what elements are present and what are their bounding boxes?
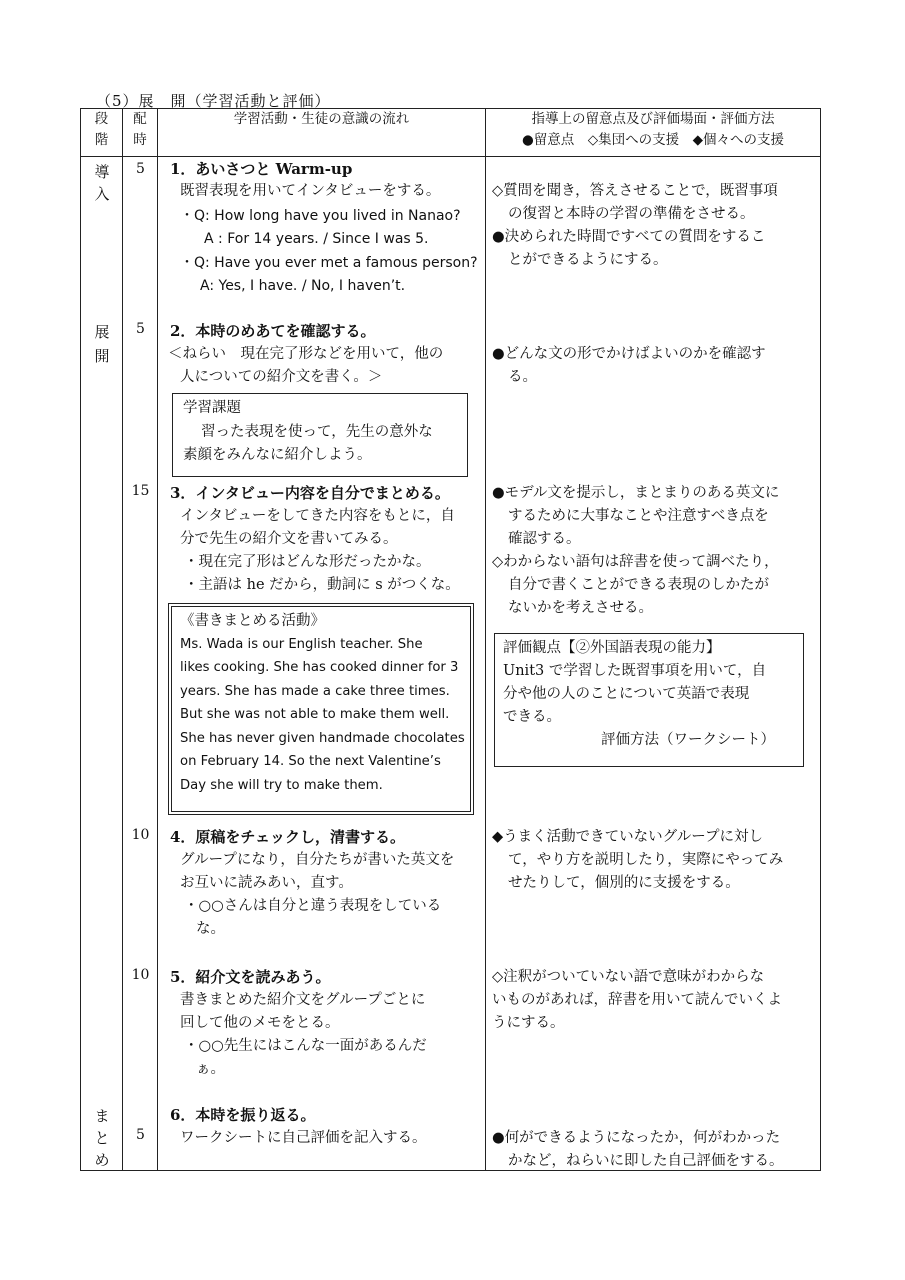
activity-1-line-5: A: Yes, I have. / No, I haven’t. <box>200 278 406 294</box>
activity-4-line-3: ・○○さんは自分と違う表現をしている <box>184 898 442 914</box>
header-activity-label: 学習活動・生徒の意識の流れ <box>233 111 410 127</box>
writing-line-7: Day she will try to make them. <box>180 778 383 793</box>
note-4-line-2: て，やり方を説明したり，実際にやってみ <box>508 852 784 868</box>
writing-line-3: years. She has made a cake three times. <box>180 684 450 699</box>
evaluation-line-2: 分や他の人のことについて英語で表現 <box>503 686 750 702</box>
stage-develop-1: 展 <box>94 323 110 341</box>
notes-column <box>486 157 821 1171</box>
minutes-2: 5 <box>136 321 145 337</box>
activity-5-line-2: 回して他のメモをとる。 <box>180 1015 340 1031</box>
header-time-bottom: 時 <box>133 132 147 148</box>
note-4-line-3: せたりして，個別的に支援をする。 <box>508 875 740 891</box>
stage-intro-1: 導 <box>94 163 110 181</box>
writing-line-4: But she was not able to make them well. <box>180 707 450 722</box>
activity-2-line-1: ＜ねらい 現在完了形などを用いて，他の <box>168 346 444 362</box>
header-notes-title: 指導上の留意点及び評価場面・評価方法 <box>531 111 775 127</box>
header-time-top: 配 <box>133 111 147 127</box>
note-6-line-1: ●何ができるようになったか，何がわかった <box>492 1130 781 1146</box>
activity-1-line-4: ・Q: Have you ever met a famous person? <box>180 255 478 271</box>
activity-1-line-1: 既習表現を用いてインタビューをする。 <box>180 183 441 199</box>
note-1-line-3: ●決められた時間ですべての質問をするこ <box>492 229 766 245</box>
evaluation-box <box>494 633 804 767</box>
activity-5-title: 5．紹介文を読みあう。 <box>170 968 331 986</box>
writing-activity-title: 《書きまとめる活動》 <box>180 613 325 629</box>
writing-activity-box <box>168 603 474 815</box>
stage-summary-1: ま <box>94 1107 110 1125</box>
minutes-1: 5 <box>136 161 145 177</box>
activity-3-line-1: インタビューをしてきた内容をもとに，自 <box>180 508 455 524</box>
activity-4-line-4: な。 <box>196 921 225 937</box>
note-1-line-4: とができるようにする。 <box>508 252 668 268</box>
evaluation-line-3: できる。 <box>503 709 561 725</box>
note-1-line-2: の復習と本時の学習の準備をさせる。 <box>508 206 755 222</box>
header-notes <box>486 109 821 157</box>
header-notes-legend: ●留意点 ◇集団への支援 ◆個々への支援 <box>521 132 785 148</box>
learning-task-line-2: 素顔をみんなに紹介しよう。 <box>183 447 372 463</box>
evaluation-title: 評価観点【②外国語表現の能力】 <box>503 640 721 656</box>
writing-line-1: Ms. Wada is our English teacher. She <box>180 637 423 652</box>
writing-line-2: likes cooking. She has cooked dinner for 3 <box>180 660 459 675</box>
stage-summary-2: と <box>94 1129 110 1147</box>
header-stage <box>81 109 123 157</box>
activity-1-title: 1．あいさつと Warm-up <box>170 160 353 178</box>
note-3-line-6: ないかを考えさせる。 <box>508 600 653 616</box>
header-activity <box>158 109 486 157</box>
header-stage-bottom: 階 <box>94 132 109 148</box>
stage-summary-3: め <box>94 1151 110 1169</box>
header-stage-top: 段 <box>94 111 109 127</box>
section-caption: （5）展 開（学習活動と評価） <box>96 92 331 110</box>
note-4-line-1: ◆うまく活動できていないグループに対し <box>492 829 763 845</box>
body-row <box>81 157 821 1171</box>
activity-1-line-3: A : For 14 years. / Since I was 5. <box>204 231 429 247</box>
activity-5-line-3: ・○○先生にはこんな一面があるんだ <box>184 1038 427 1054</box>
note-5-line-2: いものがあれば，辞書を用いて読んでいくよ <box>492 992 782 1008</box>
minutes-4: 10 <box>131 827 150 843</box>
activity-6-title: 6．本時を振り返る。 <box>170 1106 316 1124</box>
note-1-line-1: ◇質問を聞き，答えさせることで，既習事項 <box>492 183 778 199</box>
learning-task-box <box>172 393 468 477</box>
note-3-line-1: ●モデル文を提示し，まとまりのある英文に <box>492 485 780 501</box>
note-3-line-3: 確認する。 <box>508 531 581 547</box>
activity-1-line-2: ・Q: How long have you lived in Nanao? <box>180 208 461 224</box>
activity-3-line-3: ・現在完了形はどんな形だったかな。 <box>184 554 431 570</box>
learning-task-title: 学習課題 <box>183 400 241 416</box>
header-time <box>123 109 158 157</box>
activity-column <box>158 157 486 1171</box>
note-5-line-3: うにする。 <box>492 1015 565 1031</box>
activity-5-line-1: 書きまとめた紹介文をグループごとに <box>180 992 426 1008</box>
stage-column <box>81 157 123 1171</box>
activity-2-line-2: 人についての紹介文を書く。＞ <box>180 369 383 385</box>
activity-6-line-1: ワークシートに自己評価を記入する。 <box>180 1130 427 1146</box>
header-row <box>81 109 821 157</box>
time-column <box>123 157 158 1171</box>
stage-intro-2: 入 <box>94 185 110 203</box>
activity-3-line-2: 分で先生の紹介文を書いてみる。 <box>180 531 398 547</box>
minutes-3: 15 <box>131 483 150 499</box>
activity-4-line-1: グループになり，自分たちが書いた英文を <box>180 852 455 868</box>
note-3-line-2: するために大事なことや注意すべき点を <box>508 508 769 524</box>
minutes-6: 5 <box>136 1127 145 1143</box>
writing-line-6: on February 14. So the next Valentine’s <box>180 754 441 769</box>
note-2-line-1: ●どんな文の形でかけばよいのかを確認す <box>492 346 766 362</box>
activity-2-title: 2．本時のめあてを確認する。 <box>170 322 376 340</box>
evaluation-line-1: Unit3 で学習した既習事項を用いて，自 <box>503 663 767 679</box>
note-2-line-2: る。 <box>508 369 537 385</box>
learning-task-line-1: 習った表現を使って，先生の意外な <box>201 424 433 440</box>
activity-5-line-4: ぁ。 <box>196 1061 225 1077</box>
writing-line-5: She has never given handmade chocolates <box>180 731 465 746</box>
activity-4-line-2: お互いに読みあい，直す。 <box>180 875 353 891</box>
stage-develop-2: 開 <box>94 347 110 365</box>
lesson-plan-table <box>80 108 821 1171</box>
activity-3-line-4: ・主語は he だから，動詞に s がつくな。 <box>184 577 460 593</box>
note-3-line-5: 自分で書くことができる表現のしかたが <box>508 577 769 593</box>
minutes-5: 10 <box>131 967 150 983</box>
note-5-line-1: ◇注釈がついていない語で意味がわからな <box>492 969 765 985</box>
note-6-line-2: かなど，ねらいに即した自己評価をする。 <box>508 1153 784 1169</box>
activity-3-title: 3．インタビュー内容を自分でまとめる。 <box>170 484 450 502</box>
activity-4-title: 4．原稿をチェックし，清書する。 <box>170 828 405 846</box>
note-3-line-4: ◇わからない語句は辞書を使って調べたり， <box>492 554 779 570</box>
evaluation-method: 評価方法（ワークシート） <box>601 732 775 748</box>
